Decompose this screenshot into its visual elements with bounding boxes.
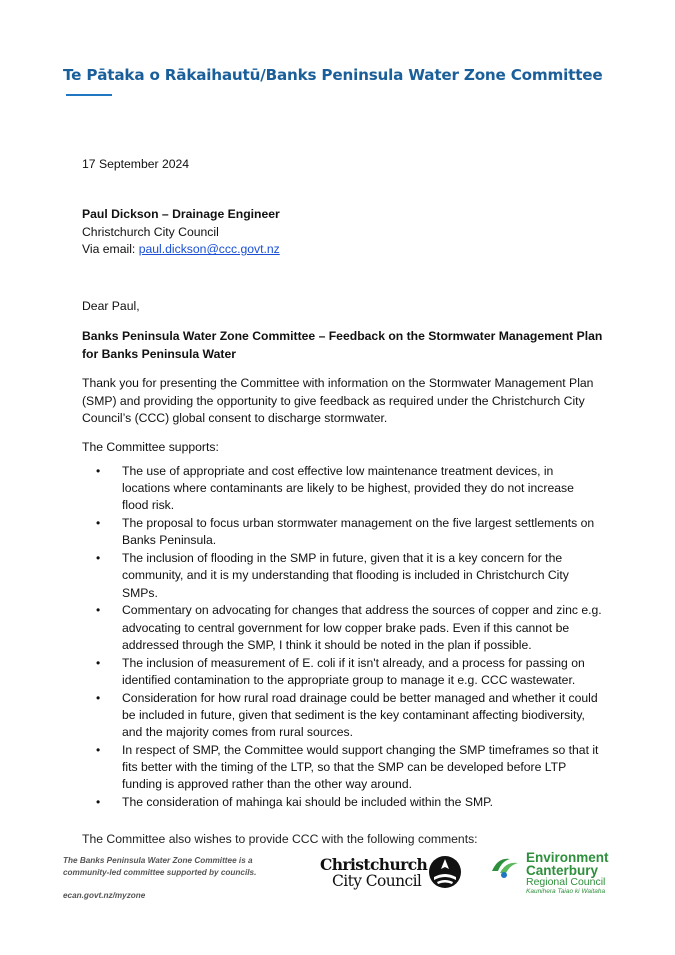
ecan-logo-line3: Regional Council <box>526 876 606 888</box>
letter-date: 17 September 2024 <box>82 157 190 171</box>
bullet-icon: • <box>96 690 101 705</box>
list-item-text: The consideration of mahinga kai should be included within the SMP. <box>122 795 494 810</box>
page-footer <box>0 850 675 913</box>
list-item-text: The proposal to focus urban stormwater management on the five largest settlements on Banks Peninsula. <box>122 516 595 548</box>
list-item <box>82 550 602 602</box>
bullet-icon: • <box>96 516 101 531</box>
ccc-logo-line1: Christchurch <box>320 855 428 874</box>
list-item-text: In respect of SMP, the Committee would support changing the SMP timeframes so that it fits better with the timing of the LTP, so that the SMP can be developed before LTP funding is approved rather than the other way around. <box>122 742 599 792</box>
ecan-emblem-icon <box>490 853 520 879</box>
ecan-logo-line2: Canterbury <box>526 863 599 878</box>
list-item-text: The inclusion of flooding in the SMP in future, given that it is a key concern for the community, and it is my understanding that flooding is included in Christchurch City SMPs. <box>122 551 569 600</box>
list-item-text: The inclusion of measurement of E. coli if it isn't already, and a process for passing on identified contamination to the appropriate group to manage it e.g. CCC wastewater. <box>122 655 585 687</box>
bullet-icon: • <box>96 551 101 566</box>
recipient-email-line <box>82 241 602 259</box>
recipient-email-link[interactable]: paul.dickson@ccc.govt.nz <box>138 242 280 257</box>
list-item-text: The use of appropriate and cost effective low maintenance treatment devices, in locations where contaminants are likely to be highest, provided they do not increase flood risk. <box>122 464 574 513</box>
email-label: Via email: <box>82 242 139 257</box>
list-item <box>82 794 602 811</box>
list-item-text: Commentary on advocating for changes that address the sources of copper and zinc e.g. advocating to central government for low copper brake pads. Even if this cannot be addressed through the SMP, I think it should be noted in the plan if possible. <box>122 603 602 652</box>
list-item <box>82 690 602 742</box>
environment-canterbury-logo <box>490 850 620 899</box>
ccc-logo-line2: City Council <box>332 872 422 890</box>
christchurch-city-council-logo <box>320 855 460 891</box>
header-divider <box>66 94 112 96</box>
list-item <box>82 463 602 515</box>
bullet-icon: • <box>96 742 101 757</box>
closing-line: The Committee also wishes to provide CCC with the following comments: <box>82 832 478 846</box>
committee-title: Te Pātaka o Rākaihautū/Banks Peninsula Water Zone Committee <box>63 66 603 84</box>
recipient-organisation: Christchurch City Council <box>82 224 219 239</box>
letter-subject: Banks Peninsula Water Zone Committee – Feedback on the Stormwater Management Plan for Banks Peninsula Water <box>82 329 603 361</box>
footer-url: ecan.govt.nz/myzone <box>63 891 146 900</box>
list-item <box>82 602 602 654</box>
footer-note: The Banks Peninsula Water Zone Committee is a community-led committee supported by councils. <box>63 856 257 877</box>
list-item <box>82 655 602 689</box>
ecan-logo-line4: Kaunihera Taiao ki Waitaha <box>526 888 606 895</box>
bullet-icon: • <box>96 655 101 670</box>
ccc-emblem-icon <box>428 855 462 889</box>
recipient-block <box>82 206 602 259</box>
intro-paragraph: Thank you for presenting the Committee with information on the Stormwater Management Plan (SMP) and providing the opportunity to give feedback as required under the Christchurch City Council’s (CCC) global consent to discharge stormwater. <box>82 376 594 426</box>
salutation: Dear Paul, <box>82 299 140 313</box>
bullet-icon: • <box>96 795 101 810</box>
supports-list <box>82 463 602 812</box>
list-item-text: Consideration for how rural road drainage could be better managed and whether it could be included in future, given that sediment is the key contaminant affecting biodiversity, and the majority comes from rural sources. <box>122 690 598 740</box>
supports-heading: The Committee supports: <box>82 440 219 454</box>
bullet-icon: • <box>96 603 101 618</box>
ecan-logo-line1: Environment <box>526 850 609 865</box>
list-item <box>82 742 602 794</box>
recipient-name: Paul Dickson – Drainage Engineer <box>82 207 280 221</box>
list-item <box>82 515 602 549</box>
bullet-icon: • <box>96 464 101 478</box>
